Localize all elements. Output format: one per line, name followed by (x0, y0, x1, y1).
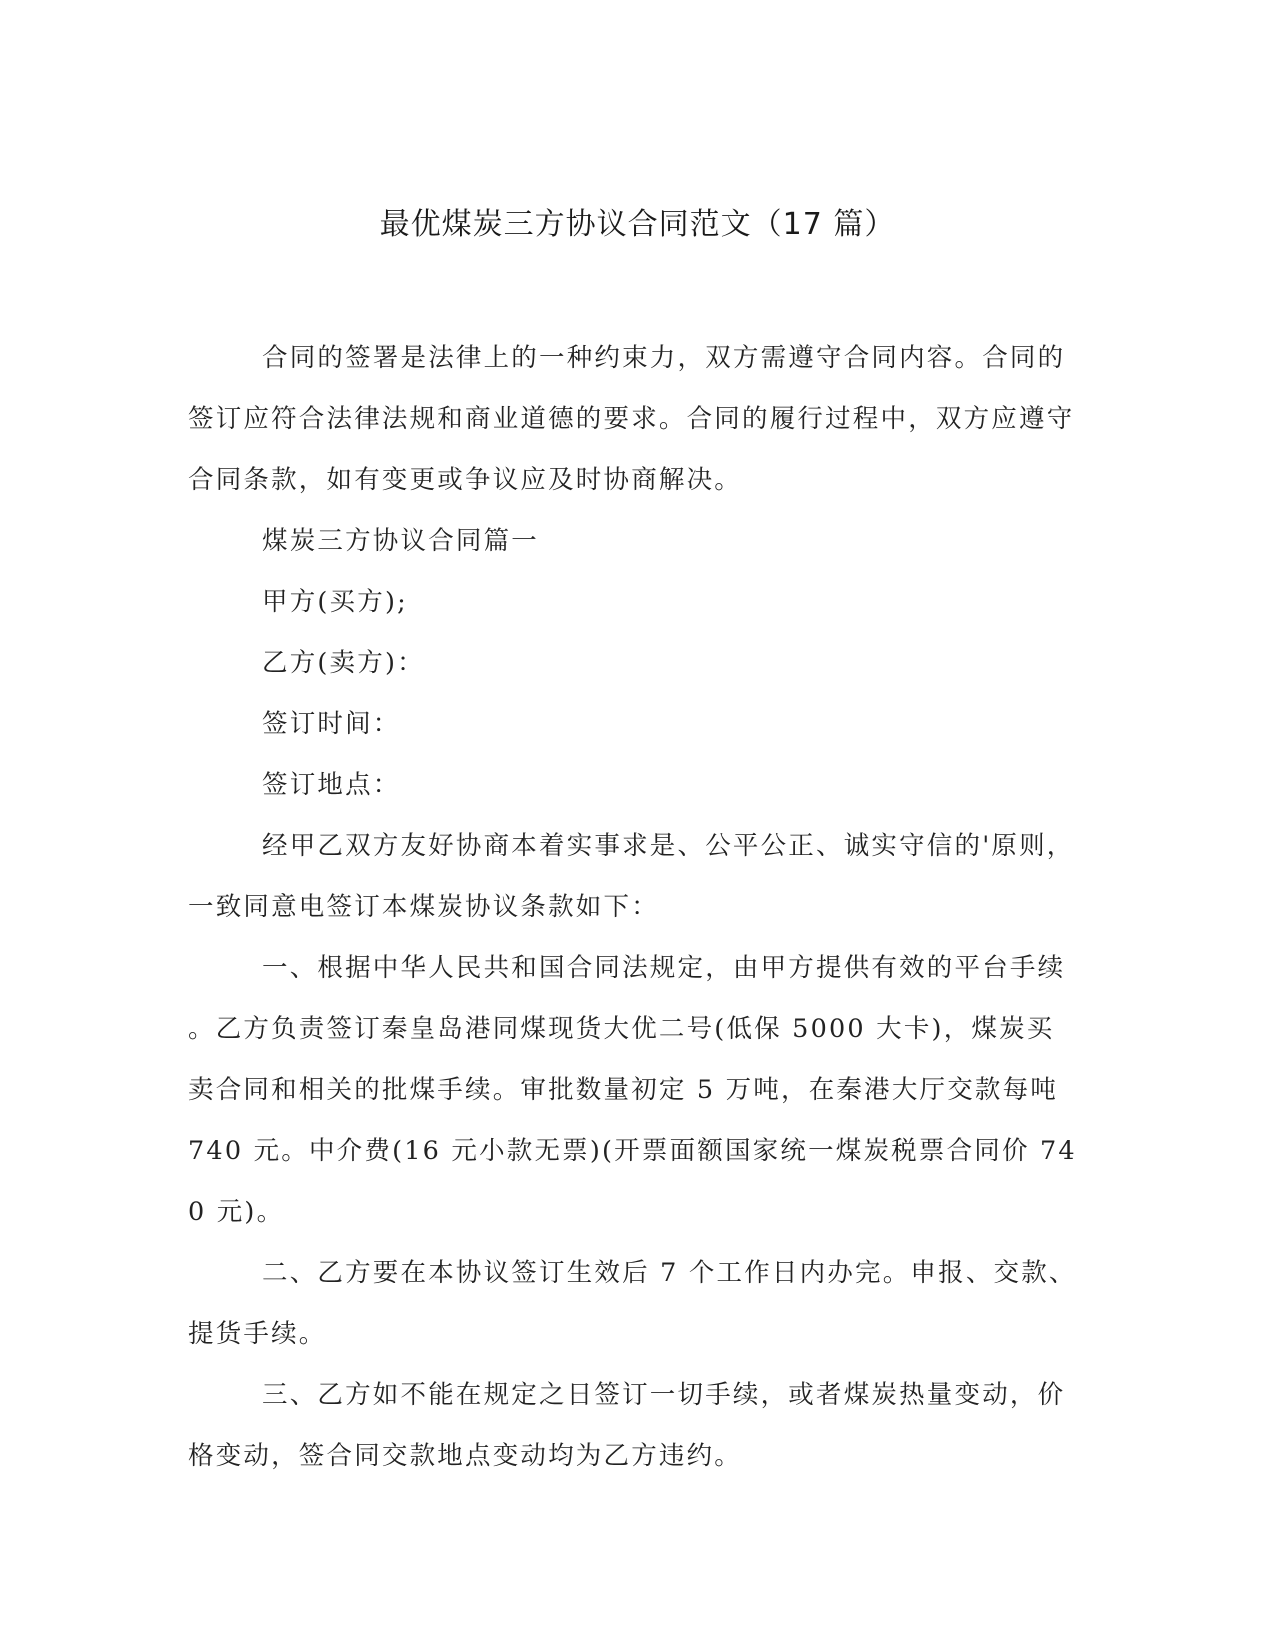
clause-2: 二、乙方要在本协议签订生效后 7 个工作日内办完。申报、交款、提货手续。 (188, 1258, 1077, 1349)
clause-3: 三、乙方如不能在规定之日签订一切手续，或者煤炭热量变动，价格变动，签合同交款地点变动均为乙方违约。 (188, 1380, 1066, 1471)
clause-1: 一、根据中华人民共和国合同法规定，由甲方提供有效的平台手续。乙方负责签订秦皇岛港同煤现货大优二号(低保 5000 大卡)，煤炭买卖合同和相关的批煤手续。审批数量初定 5 万吨，在秦港大厅交款每吨 740 元。中介费(16 元小款无票)(开票面额国家统一煤炭税票合同价 740 元)。 (188, 953, 1077, 1227)
party-b-line: 乙方(卖方)： (262, 648, 425, 678)
intro-paragraph: 合同的签署是法律上的一种约束力，双方需遵守合同内容。合同的签订应符合法律法规和商业道德的要求。合同的履行过程中，双方应遵守合同条款，如有变更或争议应及时协商解决。 (188, 343, 1075, 495)
document-title: 最优煤炭三方协议合同范文（17 篇） (379, 207, 896, 242)
signing-time-line: 签订时间： (262, 709, 401, 739)
section-heading: 煤炭三方协议合同篇一 (262, 526, 540, 556)
signing-place-line: 签订地点： (262, 770, 401, 800)
document-body (188, 328, 1078, 1487)
party-a-line: 甲方(买方); (262, 587, 408, 617)
agreement-preamble: 经甲乙双方友好协商本着实事求是、公平公正、诚实守信的'原则，一致同意电签订本煤炭协议条款如下： (188, 831, 1075, 922)
